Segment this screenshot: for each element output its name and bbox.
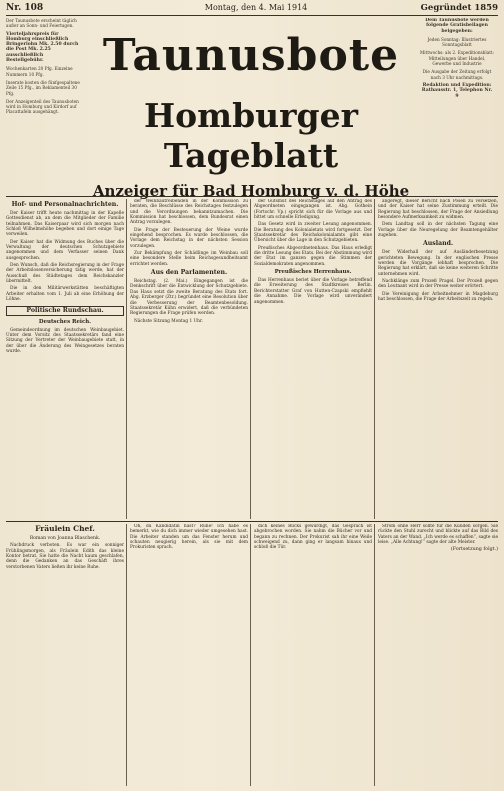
column-divider bbox=[250, 524, 251, 786]
section-heading: Politische Rundschau. bbox=[6, 306, 124, 316]
article-text: Die in den Militärwerkstätten beschäftigten Arbeiter erhalten vom 1. Juli ab eine Erhöhung der Löhne. bbox=[6, 286, 124, 303]
supplements-info-box bbox=[420, 18, 494, 193]
article-text: Das Herrenhaus beriet über die Vorlage betreffend die Erweiterung des Stadtkreises Berlin. Berichterstatter Graf von Hutten-Czapski empfiehlt die Annahme. Die Vorlage wird unverändert angenommen. bbox=[254, 278, 372, 305]
article-text: der Gutsmut des Reichstages auf den Antrag des Abgeordneten eingegangen ist. Abg. Gothein (Fortschr. Vp.) spricht sich für die Vorlage aus und bittet um schnelle Erledigung. bbox=[254, 199, 372, 221]
article-text: Gemeindeordnung im deutschen Weinbaugebiet. Unter dem Vorsitz des Staatssekretärs fand eine Sitzung der Vertreter der Weinbaugebiete statt, in der über die Änderung des Weingesetzes beraten wurde. bbox=[6, 327, 124, 354]
article-text: Nachklänge zum Prozeß Pragel. Der Prozeß gegen den Leutnant wird in der Presse weiter erörtert. bbox=[378, 279, 498, 290]
article-text: Der Widerhall der auf Ausländerbesetzung gerichteten Bewegung. In der englischen Presse werden die Vorgänge lebhaft besprochen. Die Regierung hat erklärt, daß sie keine weiteren Schritte unternehmen wird. bbox=[378, 250, 498, 277]
info-paragraph: Vierteljahrspreis für Homburg einschließlich Bringerlohn Mk. 2.50 durch die Post Mk. 2.25 ausschließlich Bestellgebühr. bbox=[6, 31, 79, 64]
column-divider bbox=[126, 524, 127, 786]
continuation-note: (Fortsetzung folgt.) bbox=[450, 547, 498, 553]
article-text: Dem Landtag soll in der nächsten Tagung eine Vorlage über die Neuregelung der Beamtengehälter zugehen. bbox=[378, 222, 498, 239]
article-text: Die Vereinigung der Arbeitnehmer in Magdeburg hat beschlossen, die Frage der Arbeitszeit zu regeln. bbox=[378, 291, 498, 303]
article-column-3 bbox=[254, 199, 372, 519]
article-text: Den Wunsch, daß die Reichsregierung in der Frage der Arbeitslosenversicherung tätig werde, hat der Ausschuß des Städtetages dem Reichskanzler übermittelt. bbox=[6, 263, 124, 285]
article-text: der Weinbautreibenden in der Kommission zu beraten, die Beschlüsse des Reichstages festzulegen und die Verordnungen bekanntzumachen. Die Kommission hat beschlossen, dem Bundesrat einen Antrag vorzulegen. bbox=[130, 199, 248, 226]
section-heading: Aus den Parlamenten. bbox=[150, 269, 228, 277]
feuilleton-title: Fräulein Chef. bbox=[35, 524, 95, 533]
subscription-info-box bbox=[6, 18, 80, 193]
section-heading: Ausland. bbox=[422, 240, 454, 248]
article-text: Das Gesetz wird in zweiter Lesung angenommen. Die Beratung des Kolonialetats wird fortgesetzt. Der Staatssekretär des Reichskolonialamts gibt eine Übersicht über die Lage in den Schutzgebieten. bbox=[254, 222, 372, 244]
masthead bbox=[86, 16, 416, 200]
column-divider bbox=[250, 199, 251, 519]
info-paragraph: Redaktion und Expedition: Rathausstr. 1, Telephon Nr. 9 bbox=[421, 82, 493, 99]
founded-year: Gegründet 1859 bbox=[420, 3, 498, 13]
article-text: Der Kaiser hat die Widmung des Buches über die Verwaltung der deutschen Schutzgebiete angenommen und dem Verfasser seinen Dank ausgesprochen. bbox=[6, 239, 124, 261]
info-paragraph: Inserate kosten die fünfgespaltene Zeile 15 Pfg., im Reklamenteil 30 Pfg. bbox=[6, 79, 80, 96]
info-paragraph: Der Taunusbote erscheint täglich außer an Sonn- und Feiertagen. bbox=[6, 18, 77, 29]
header-bar bbox=[6, 2, 498, 14]
article-text: Nächste Sitzung Montag 1 Uhr. bbox=[134, 318, 203, 324]
info-paragraph: Der Anzeigenteil des Taunusboten wird in Homburg und Kirdorf auf Placattafeln ausgehängt. bbox=[6, 98, 79, 115]
feuilleton-text: Strom ohne Herr sollte für die Kunden sorgen. Sie rückte den Stuhl zurecht und blickte auf das Bild des Vaters an der Wand. „Ich werde es schaffen“, sagte sie leise. „Alle Achtung!“ sagte der alte Meister. bbox=[378, 524, 498, 546]
article-column-2 bbox=[130, 199, 248, 519]
info-paragraph: Mittwochs: als 2. Expeditionsblatt: Mitteilungen über Handel, Gewerbe und Industrie bbox=[420, 50, 494, 67]
feuilleton-subtitle: Roman von Joanna Blaschenk. bbox=[29, 536, 101, 541]
masthead-subtitle: Homburger Tageblatt bbox=[143, 96, 359, 175]
date-line: Montag, den 4. Mai 1914 bbox=[204, 3, 308, 12]
masthead-tagline: Anzeiger für Bad Homburg v. d. Höhe bbox=[92, 182, 410, 200]
article-text: Zur Bekämpfung der Schädlinge im Weinbau soll eine besondere Stelle beim Reichsgesundheitsamt errichtet werden. bbox=[130, 251, 248, 267]
issue-number: Nr. 108 bbox=[6, 3, 44, 13]
feuilleton-column-3 bbox=[254, 524, 372, 786]
column-divider bbox=[374, 524, 375, 786]
subsection-heading: Preußisches Herrenhaus. bbox=[274, 269, 352, 276]
article-column-1 bbox=[6, 199, 124, 519]
feuilleton-column-1 bbox=[6, 524, 124, 786]
info-paragraph: Jeden Sonntag: Illustriertes Sonntagsblatt bbox=[427, 36, 487, 48]
feuilleton-text: Oh, du Kandidatin hast? Ruhe! Ich habe es bemerkt, wie du dich immer wieder umgesehen hast. Die Arbeiter standen um das Fenster herum und schauten neugierig herein, als sie mit dem Prokuristen sprach. bbox=[130, 524, 248, 551]
feuilleton-column-2 bbox=[130, 524, 248, 786]
article-text: Reichstag. (2. Mai.) Eingegangen ist die Denkschrift über die Entwicklung der Schutzgebiete. Das Haus setzt die zweite Beratung des Etats fort. Abg. Erzberger (Ztr.) begründet eine Resolution über die Verbesserung der Beamtenbesoldung. Staatssekretär Kühn erwidert, daß die verbündeten Regierungen die Frage prüfen werden. bbox=[130, 279, 248, 317]
article-text: angeregt, dieser Bericht nach Posen zu versetzen, und der Kaiser hat seine Zustimmung erteilt. Die Regierung hat beschlossen, der Frage der Ansiedlung besondere Aufmerksamkeit zu widmen. bbox=[378, 199, 498, 221]
column-divider bbox=[374, 199, 375, 519]
subsection-heading: Deutsches Reich. bbox=[38, 318, 92, 325]
feuilleton-text: Nachdruck verboten. Es war ein sonniger Frühlingsmorgen, als Fräulein Edith das kleine Kontor betrat. Sie hatte die Nacht kaum geschlafen, denn die Gedanken an das Geschäft ihres verstorbenen Vaters ließen ihr keine Ruhe. bbox=[6, 543, 124, 570]
section-heading: Hof- und Personalnachrichten. bbox=[11, 201, 119, 208]
article-text: Die Frage der Besteuerung der Weine wurde eingehend besprochen. Es wurde beschlossen, die Vorlage dem Reichstag in der nächsten Session vorzulegen. bbox=[130, 227, 248, 249]
article-text: Preußisches Abgeordnetenhaus. Das Haus erledigt die dritte Lesung des Etats. Bei der Abstimmung wird der Etat im ganzen gegen die Stimmen der Sozialdemokraten angenommen. bbox=[254, 245, 372, 267]
feuilleton-rule bbox=[6, 521, 498, 522]
column-divider bbox=[126, 199, 127, 519]
info-paragraph: Die Ausgabe der Zeitung erfolgt nach 3 Uhr nachmittags. bbox=[422, 69, 492, 80]
feuilleton-column-4 bbox=[378, 524, 498, 786]
info-paragraph: Wochenkarten 20 Pfg. Einzelne Nummern 10 Pfg. bbox=[6, 66, 73, 77]
feuilleton-text: dich keines Blicks gewürdigt, das Gespräch ist abgebrochen worden. Sie nahm die Bücher vor und begann zu rechnen. Der Prokurist sah ihr eine Weile schweigend zu, dann ging er langsam hinaus und schloß die Tür. bbox=[254, 524, 372, 551]
info-paragraph: Dem Taunusbote werden folgende Gratisbeilagen beigegeben: bbox=[425, 18, 489, 34]
article-text: Der Kaiser trifft heute nachmittag in der Kapelle Gottesdienst ab, an dem die Mitglieder der Familie teilnahmen. Das Kaiserpaar wird sich morgen nach Schloß Wilhelmshöhe begeben und dort einige Tage verweilen. bbox=[6, 211, 124, 238]
masthead-rule bbox=[6, 196, 498, 197]
masthead-title: Taunusbote bbox=[102, 30, 400, 81]
article-column-4 bbox=[378, 199, 498, 519]
